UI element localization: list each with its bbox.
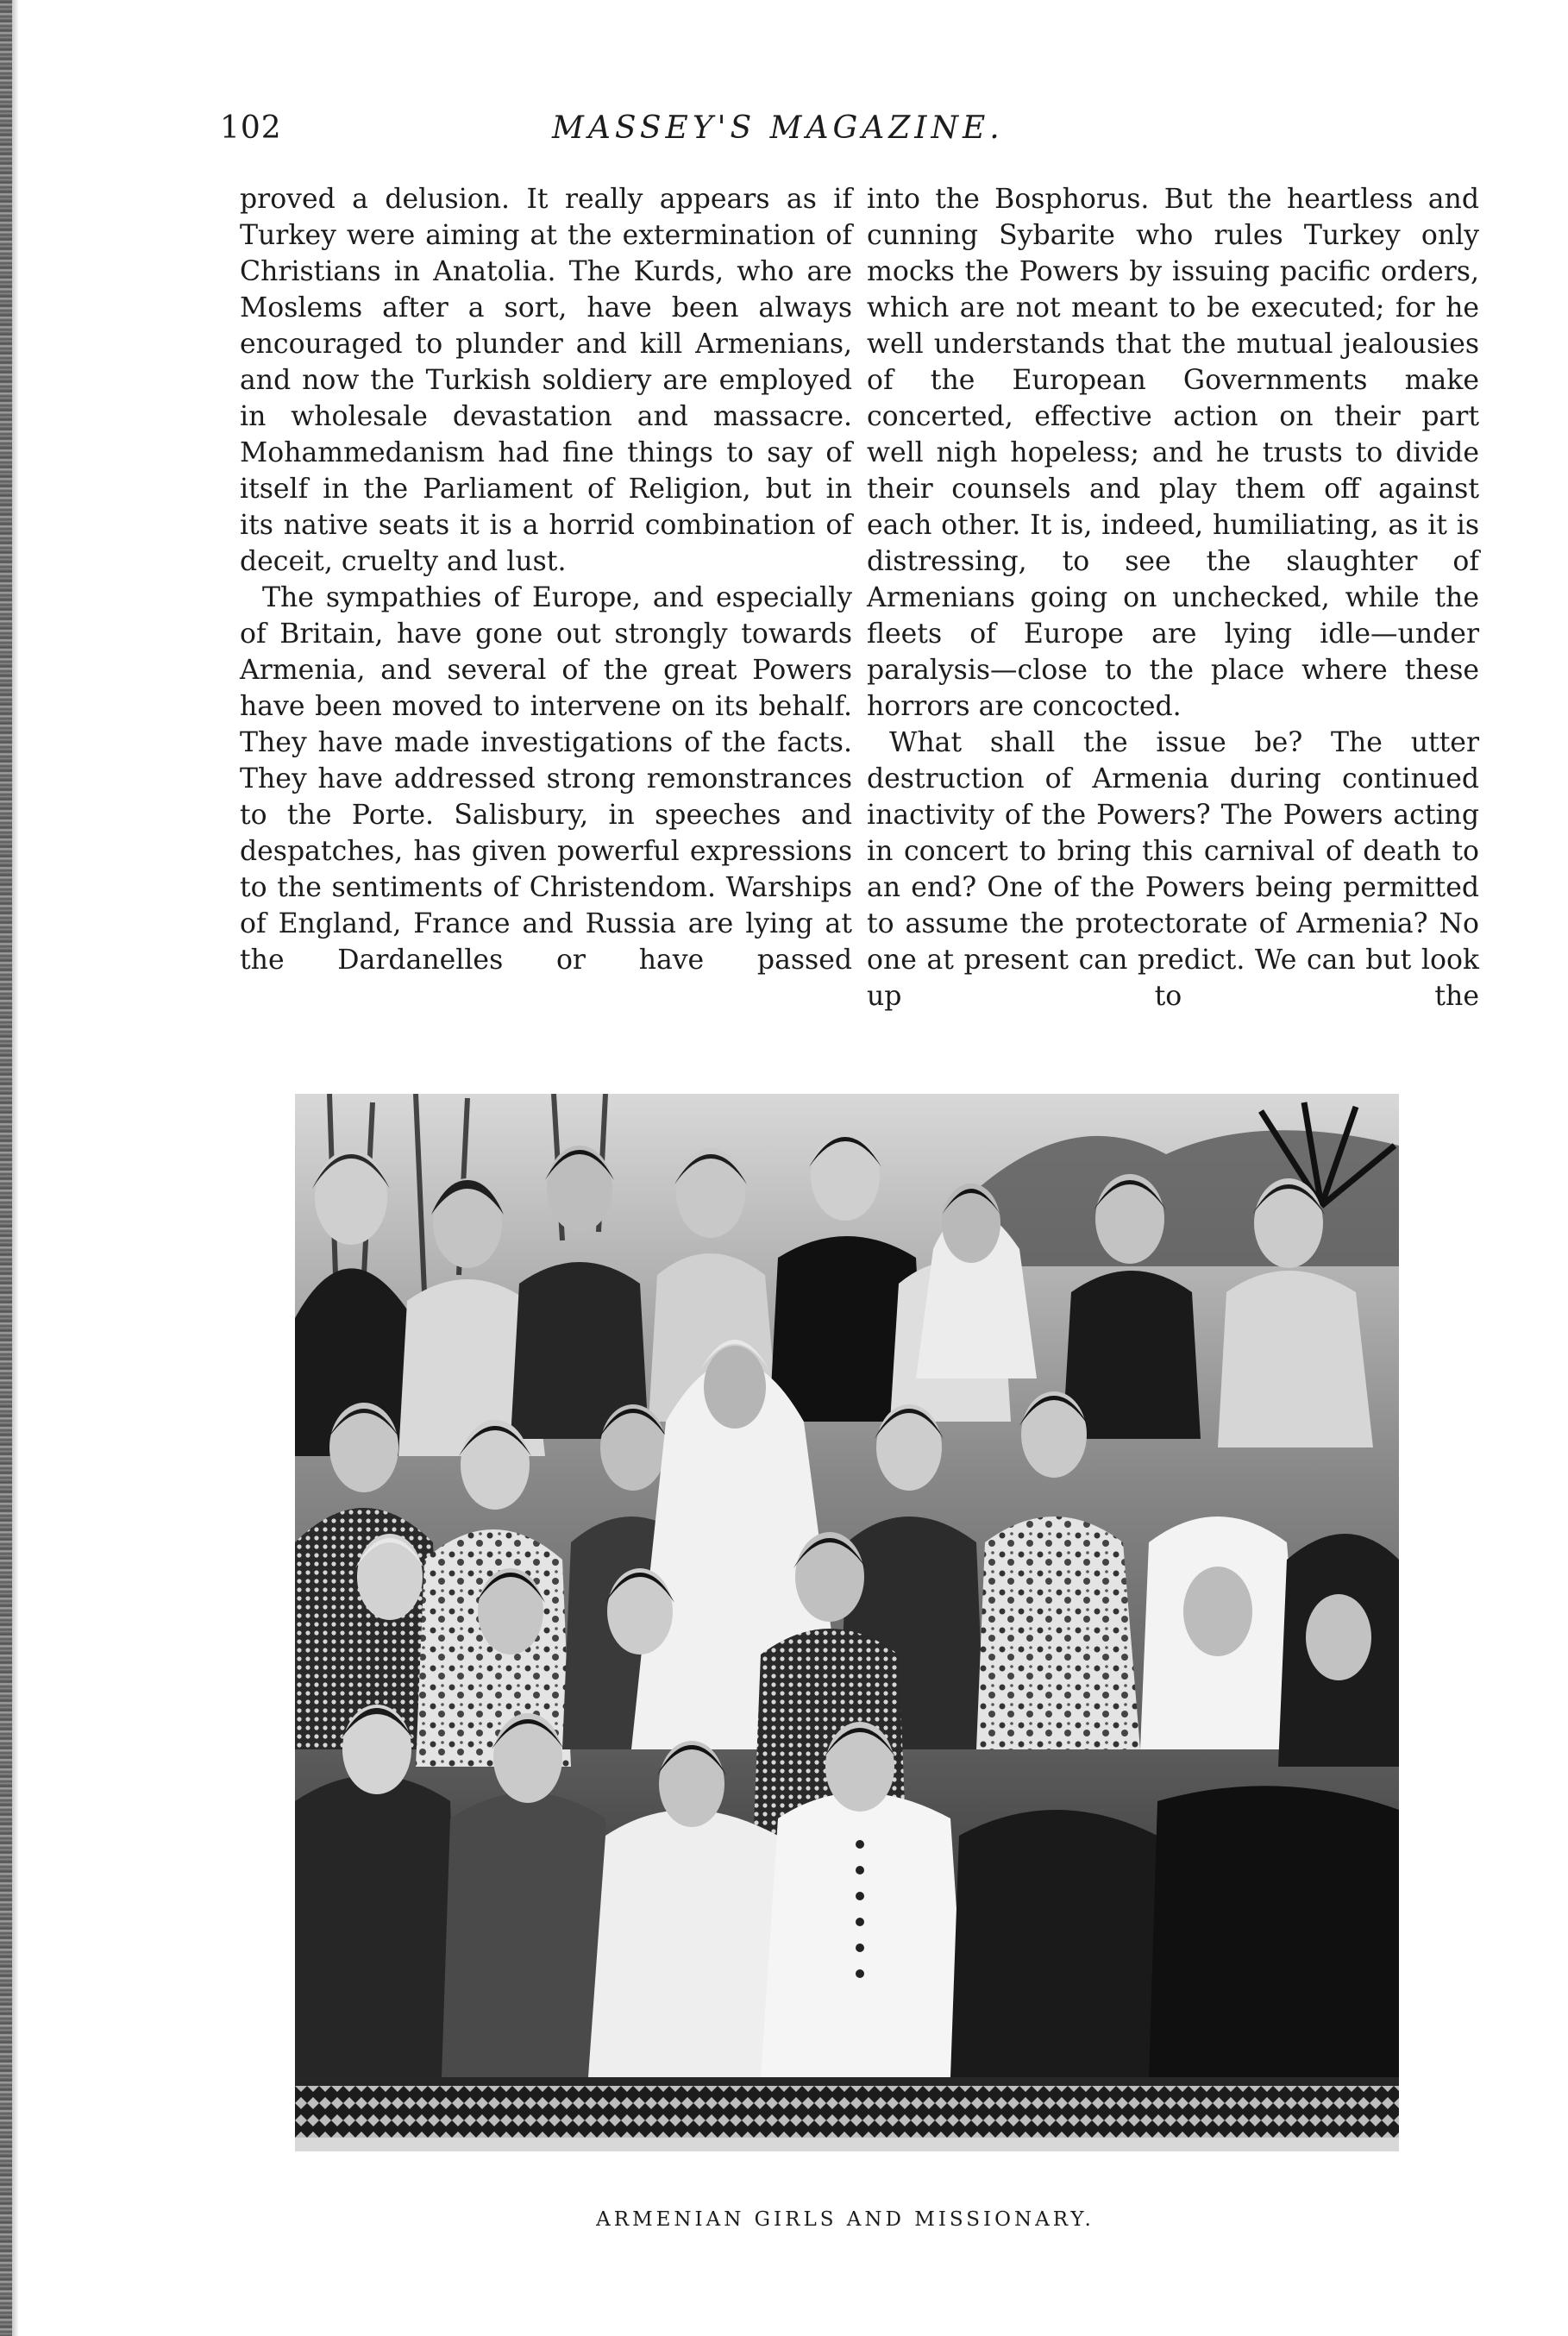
rug-fringe	[295, 2138, 1399, 2151]
right-paragraph-1: into the Bosphorus. But the heartless and cunning Sybarite who rules Turkey only mocks the Powers by issuing pacific orders, which are not meant to be executed; for he well understands that the mutual jealousies of the European Governments make concerted, effective action on their part well nigh hopeless; and he trusts to divide their counsels and play them off against each other. It is, indeed, humiliating, as it is distressing, to see the slaughter of Armenians going on unchecked, while the fleets of Europe are lying idle—under paralysis—close to the place where these horrors are concocted.	[867, 184, 1479, 722]
left-paragraph-1: proved a delusion. It really appears as if Turkey were aiming at the extermination of Christians in Anatolia. The Kurds, who are Moslems after a sort, have been always encouraged to plunder and kill Armenians, and now the Turkish soldiery are employed in wholesale devastation and massacre. Mohammedanism had fine things to say of itself in the Parliament of Religion, but in its native seats it is a horrid combination of deceit, cruelty and lust.	[240, 184, 852, 577]
patterned-rug	[295, 2086, 1399, 2138]
right-paragraph-2: What shall the issue be? The utter destruction of Armenia during continued inactivity of the Powers? The Powers acting in concert to bring this carnival of death to an end? One of the Powers being permitted to assume the protectorate of Armenia? No one at present can predict. We can but look up to the	[867, 727, 1479, 1012]
binding-shadow	[12, 0, 19, 2336]
group-photograph	[295, 1094, 1399, 2151]
running-title: MASSEY'S MAGAZINE.	[552, 110, 1004, 146]
right-column	[867, 181, 1479, 1014]
photograph-illustration	[295, 1094, 1399, 2151]
binding-edge	[0, 0, 12, 2336]
figure-caption: ARMENIAN GIRLS AND MISSIONARY.	[596, 2208, 1094, 2231]
left-column	[240, 181, 852, 978]
page-number: 102	[220, 110, 282, 146]
left-paragraph-2: The sympathies of Europe, and especially of Britain, have gone out strongly towards Armenia, and several of the great Powers have been moved to intervene on its behalf. They have made investigations of the facts. They have addressed strong remonstrances to the Porte. Salisbury, in speeches and despatches, has given powerful expressions to the sentiments of Christendom. Warships of England, France and Russia are lying at the Dardanelles or have passed	[240, 582, 852, 976]
